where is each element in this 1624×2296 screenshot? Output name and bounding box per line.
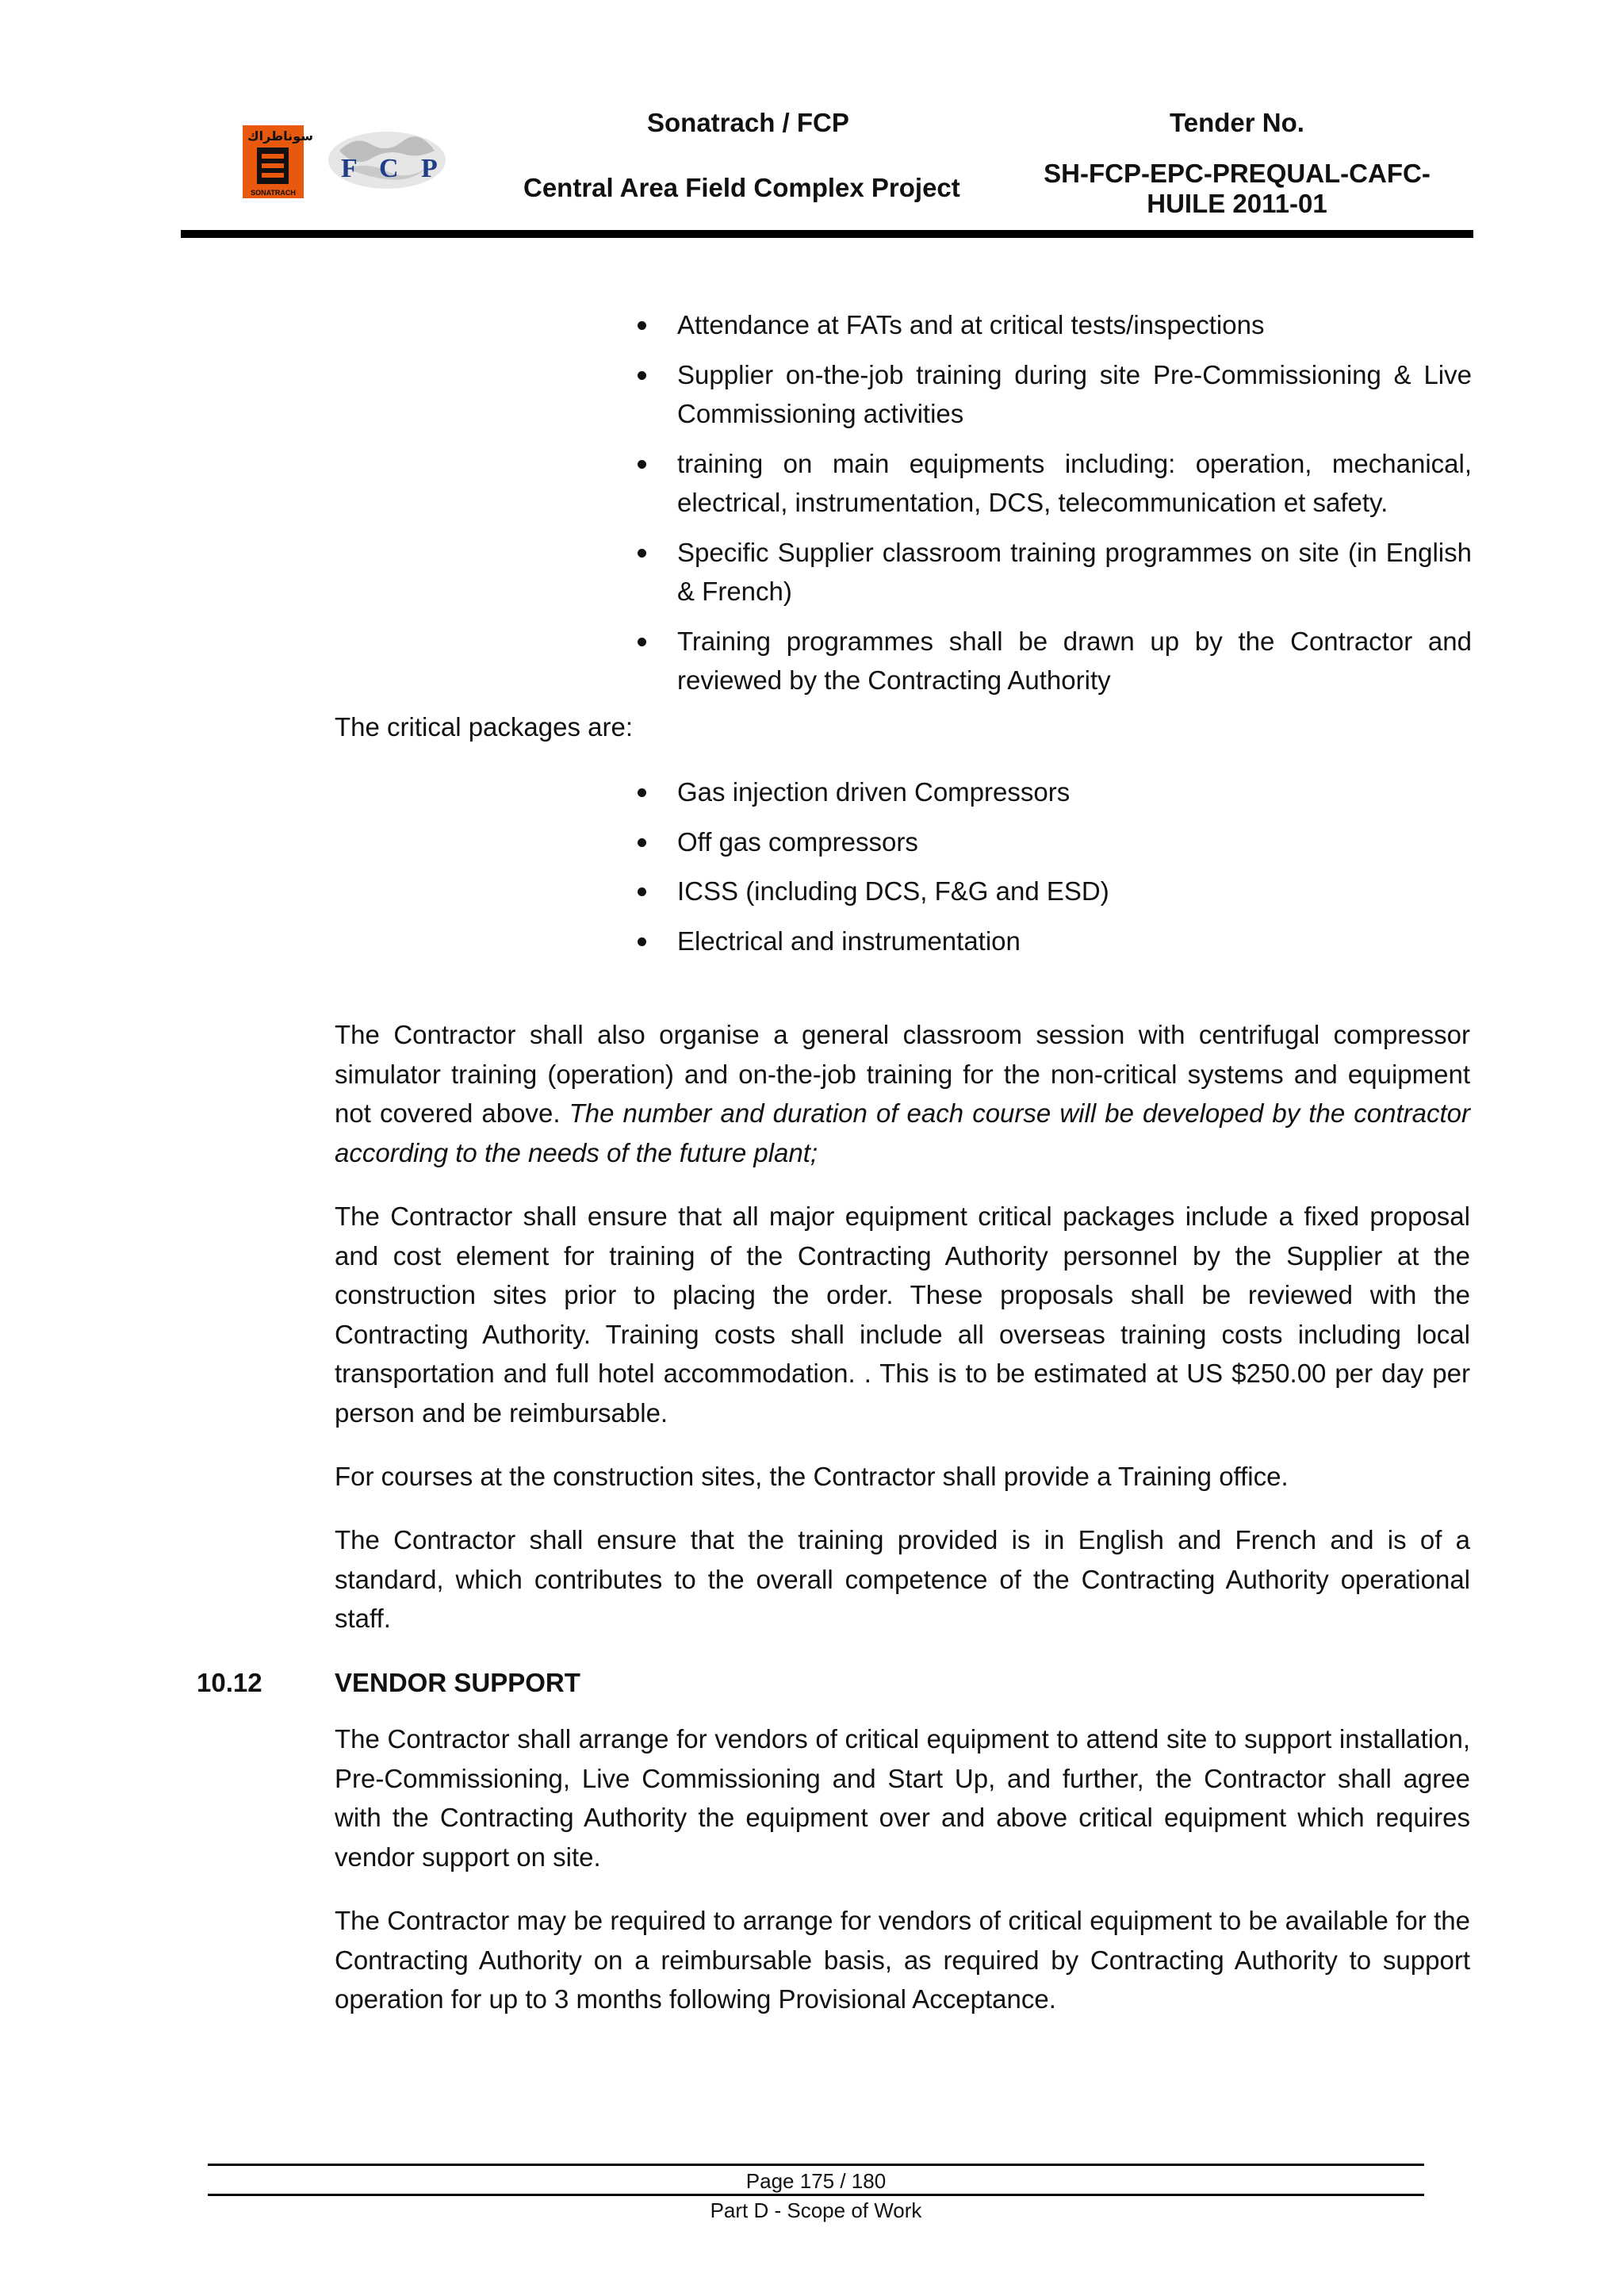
tender-number-line1: SH-FCP-EPC-PREQUAL-CAFC- bbox=[1044, 159, 1431, 188]
list-item: ICSS (including DCS, F&G and ESD) bbox=[636, 872, 1472, 911]
paragraph-cost-element: The Contractor shall ensure that all major equipment critical packages include a fixed proposal and cost element for training of the Contracting Authority personnel by the Supplier at the construction sites prior to placing the order. These proposals shall be reviewed with the Contracting Authority. Training costs shall include all overseas training costs including local transportation and full hotel accommodation. . This is to be estimated at US $250.00 per day per person and be reimbursable. bbox=[335, 1202, 1470, 1428]
paragraph-classroom-session: The Contractor shall also organise a general classroom session with centrifugal compressor simulator training (operation) and on-the-job training for the non-critical systems and equipment not covered above. The number and duration of each course will be developed by the contractor according to the needs of the future plant; bbox=[335, 1020, 1470, 1167]
sonatrach-logo-icon bbox=[243, 125, 313, 198]
bullet-icon bbox=[638, 321, 646, 330]
client-name: Sonatrach / FCP bbox=[647, 108, 849, 137]
paragraph-vendor-support-1: The Contractor shall arrange for vendors of critical equipment to attend site to support installation, Pre-Commissioning, Live Commissioning and Start Up, and further, the Contractor shall agree with the Contracting Authority the equipment over and above critical equipment which requires vendor support on site. bbox=[335, 1724, 1470, 1872]
paragraph-vendor-support-2: The Contractor may be required to arrange for vendors of critical equipment to be available for the Contracting Authority on a reimbursable basis, as required by Contracting Authority to support operation for up to 3 months following Provisional Acceptance. bbox=[335, 1906, 1470, 2014]
list-item: Electrical and instrumentation bbox=[636, 922, 1472, 961]
paragraph-training-office: For courses at the construction sites, the Contractor shall provide a Training office. bbox=[335, 1462, 1289, 1491]
tender-number-line2: HUILE 2011-01 bbox=[1147, 189, 1327, 218]
list-item: Supplier on-the-job training during site Pre-Commissioning & Live Commissioning activities bbox=[636, 355, 1472, 434]
footer-part-label: Part D - Scope of Work bbox=[710, 2198, 922, 2222]
bullet-icon bbox=[638, 549, 646, 558]
project-name: Central Area Field Complex Project bbox=[523, 173, 960, 202]
header-rule bbox=[181, 230, 1473, 238]
paragraph-classroom-session-italic: The number and duration of each course will be developed by the contractor according to the needs of the future plant; bbox=[335, 1098, 1470, 1167]
list-item: Training programmes shall be drawn up by the Contractor and reviewed by the Contracting Authority bbox=[636, 622, 1472, 700]
sonatrach-name: SONATRACH bbox=[251, 189, 296, 197]
training-bullet-list bbox=[636, 305, 1472, 711]
list-item: Specific Supplier classroom training programmes on site (in English & French) bbox=[636, 533, 1472, 611]
bullet-icon bbox=[638, 838, 646, 847]
bullet-icon bbox=[638, 788, 646, 797]
fcp-logo-icon bbox=[324, 127, 450, 198]
tender-label: Tender No. bbox=[1170, 108, 1304, 137]
page-number: Page 175 / 180 bbox=[745, 2169, 887, 2193]
critical-packages-intro: The critical packages are: bbox=[335, 712, 634, 742]
footer-rule-bottom bbox=[208, 2194, 1424, 2196]
section-number: 10.12 bbox=[197, 1668, 262, 1697]
critical-packages-list bbox=[636, 772, 1472, 971]
bullet-icon bbox=[638, 638, 646, 646]
fcp-logo-letters: F C P bbox=[341, 154, 446, 183]
bullet-icon bbox=[638, 937, 646, 946]
section-title: VENDOR SUPPORT bbox=[335, 1668, 580, 1697]
list-item: Off gas compressors bbox=[636, 822, 1472, 862]
list-item: Attendance at FATs and at critical tests/inspections bbox=[636, 305, 1472, 345]
bullet-icon bbox=[638, 460, 646, 469]
list-item: training on main equipments including: operation, mechanical, electrical, instrumentation, DCS, telecommunication et safety. bbox=[636, 444, 1472, 523]
footer-rule-top bbox=[208, 2164, 1424, 2166]
sonatrach-symbol-icon bbox=[255, 146, 290, 186]
list-item: Gas injection driven Compressors bbox=[636, 772, 1472, 812]
bullet-icon bbox=[638, 371, 646, 380]
paragraph-language: The Contractor shall ensure that the training provided is in English and French and is of a standard, which contributes to the overall competence of the Contracting Authority operational staff. bbox=[335, 1525, 1470, 1633]
sonatrach-arabic-text: سوناطراك bbox=[247, 128, 313, 144]
bullet-icon bbox=[638, 887, 646, 896]
